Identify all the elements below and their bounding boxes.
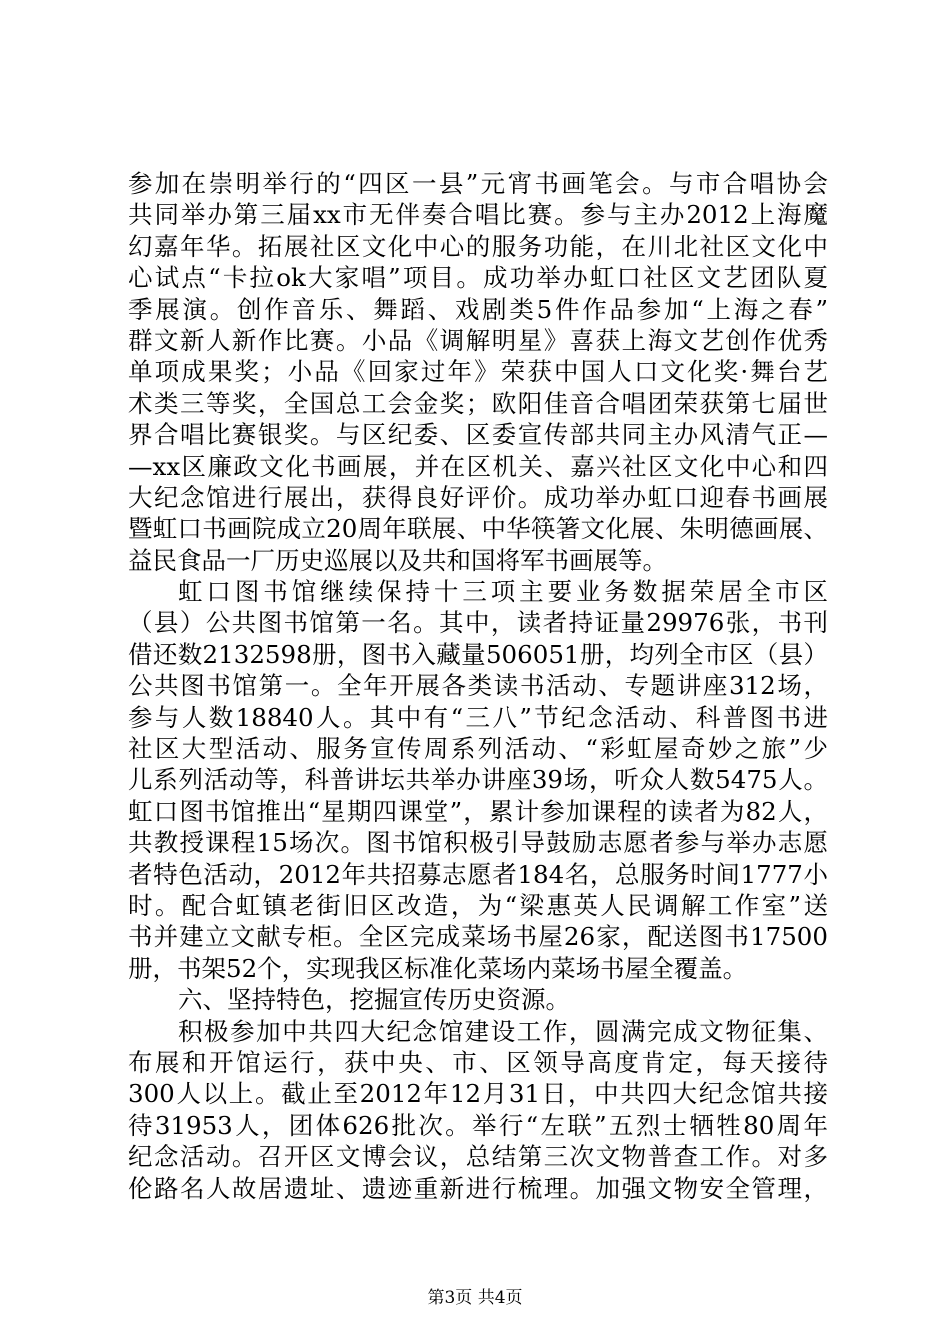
text-line: 300人以上。截止至2012年12月31日，中共四大纪念馆共接 xyxy=(128,1079,828,1109)
text-line: 书并建立文献专柜。全区完成菜场书屋26家，配送图书17500 xyxy=(128,922,828,952)
text-line: 大纪念馆进行展出，获得良好评价。成功举办虹口迎春书画展 xyxy=(128,482,828,512)
text-line: （县）公共图书馆第一名。其中，读者持证量29976张，书刊 xyxy=(128,608,828,638)
text-line: 伦路名人故居遗址、遗迹重新进行梳理。加强文物安全管理， xyxy=(128,1173,828,1203)
paragraph-2 xyxy=(128,576,828,984)
text-line: 群文新人新作比赛。小品《调解明星》喜获上海文艺创作优秀 xyxy=(128,325,828,355)
paragraph-1 xyxy=(128,168,828,576)
text-line: 幻嘉年华。拓展社区文化中心的服务功能，在川北社区文化中 xyxy=(128,231,828,261)
text-line: 册，书架52个，实现我区标准化菜场内菜场书屋全覆盖。 xyxy=(128,953,748,983)
page-number-footer: 第3页 共4页 xyxy=(427,1288,523,1308)
text-line: 共教授课程15场次。图书馆积极引导鼓励志愿者参与举办志愿 xyxy=(128,828,828,858)
paragraph-4 xyxy=(128,1016,828,1204)
text-line: 单项成果奖；小品《回家过年》荣获中国人口文化奖·舞台艺 xyxy=(128,357,828,387)
text-line: 借还数2132598册，图书入藏量506051册，均列全市区（县） xyxy=(128,639,828,669)
text-line: 暨虹口书画院成立20周年联展、中华筷箸文化展、朱明德画展、 xyxy=(128,514,828,544)
text-line: 社区大型活动、服务宣传周系列活动、“彩虹屋奇妙之旅”少 xyxy=(128,734,828,764)
text-line: 布展和开馆运行，获中央、市、区领导高度肯定，每天接待 xyxy=(128,1047,828,1077)
text-line: 时。配合虹镇老街旧区改造，为“梁惠英人民调解工作室”送 xyxy=(128,890,828,920)
text-line: 界合唱比赛银奖。与区纪委、区委宣传部共同主办风清气正— xyxy=(128,420,828,450)
text-line: 参与人数18840人。其中有“三八”节纪念活动、科普图书进 xyxy=(128,702,828,732)
text-line: 儿系列活动等，科普讲坛共举办讲座39场，听众人数5475人。 xyxy=(128,765,828,795)
text-line: 积极参加中共四大纪念馆建设工作，圆满完成文物征集、 xyxy=(178,1016,828,1046)
text-line: 虹口图书馆推出“星期四课堂”，累计参加课程的读者为82人， xyxy=(128,796,828,826)
text-line: 纪念活动。召开区文博会议，总结第三次文物普查工作。对多 xyxy=(128,1142,828,1172)
section-heading-text: 六、坚持特色，挖掘宣传历史资源。 xyxy=(178,985,570,1015)
text-line: 虹口图书馆继续保持十三项主要业务数据荣居全市区 xyxy=(178,577,828,607)
text-line: 季展演。创作音乐、舞蹈、戏剧类5件作品参加“上海之春” xyxy=(128,294,828,324)
text-line: 术类三等奖，全国总工会金奖；欧阳佳音合唱团荣获第七届世 xyxy=(128,388,828,418)
text-line: —xx区廉政文化书画展，并在区机关、嘉兴社区文化中心和四 xyxy=(128,451,828,481)
document-body xyxy=(128,168,828,1204)
section-heading xyxy=(128,984,828,1015)
text-line: 共同举办第三届xx市无伴奏合唱比赛。参与主办2012上海魔 xyxy=(128,200,828,230)
text-line: 待31953人，团体626批次。举行“左联”五烈士牺牲80周年 xyxy=(128,1110,828,1140)
text-line: 者特色活动，2012年共招募志愿者184名，总服务时间1777小 xyxy=(128,859,828,889)
text-line: 心试点“卡拉ok大家唱”项目。成功举办虹口社区文艺团队夏 xyxy=(128,263,828,293)
text-line: 益民食品一厂历史巡展以及共和国将军书画展等。 xyxy=(128,545,667,575)
text-line: 参加在崇明举行的“四区一县”元宵书画笔会。与市合唱协会 xyxy=(128,169,828,198)
text-line: 公共图书馆第一。全年开展各类读书活动、专题讲座312场， xyxy=(128,671,828,701)
